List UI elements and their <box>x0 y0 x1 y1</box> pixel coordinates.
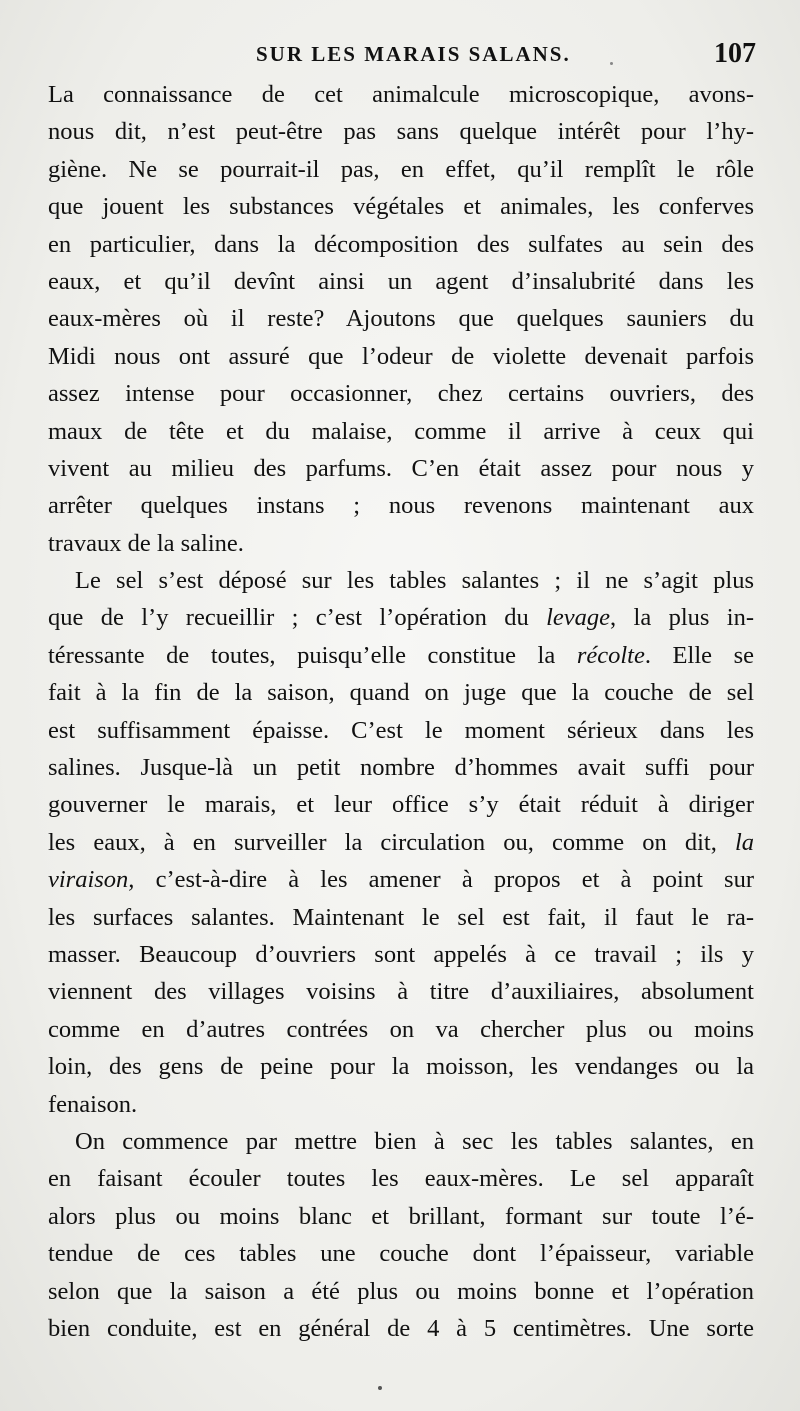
text-line: les surfaces salantes. Maintenant le sel est fait, il faut le ra- <box>48 903 754 931</box>
text-line: Le sel s’est déposé sur les tables salantes ; il ne s’agit plus <box>75 567 754 595</box>
text-line: salines. Jusque-là un petit nombre d’hommes avait suffi pour <box>48 754 754 782</box>
italic-term: récolte <box>576 641 645 669</box>
paper-speck <box>378 1386 382 1390</box>
text-line: assez intense pour occasionner, chez certains ouvriers, des <box>48 380 754 408</box>
italic-term: levage <box>546 604 611 632</box>
text-segment: téressante de toutes, puisqu’elle constitue la <box>48 641 577 669</box>
text-line: loin, des gens de peine pour la moisson, les vendanges ou la <box>48 1053 754 1081</box>
page-header <box>0 38 800 72</box>
page-number: 107 <box>714 38 756 69</box>
text-line: nous dit, n’est peut-être pas sans quelque intérêt pour l’hy- <box>48 118 754 146</box>
text-line: eaux-mères où il reste? Ajoutons que quelques sauniers du <box>48 305 754 333</box>
text-line <box>48 861 754 898</box>
text-line: arrêter quelques instans ; nous revenons maintenant aux <box>48 492 754 520</box>
text-line: La connaissance de cet animalcule microscopique, avons- <box>48 81 754 108</box>
body-text <box>48 76 754 1347</box>
text-line: alors plus ou moins blanc et brillant, formant sur toute l’é- <box>48 1202 754 1230</box>
text-line: en faisant écouler toutes les eaux-mères. Le sel apparaît <box>48 1165 754 1193</box>
text-line: giène. Ne se pourrait-il pas, en effet, qu’il remplît le rôle <box>48 155 754 183</box>
text-line: vivent au milieu des parfums. C’en était assez pour nous y <box>48 454 754 482</box>
text-line: selon que la saison a été plus ou moins bonne et l’opération <box>48 1277 754 1305</box>
text-line: travaux de la saline. <box>48 529 244 557</box>
running-head: SUR LES MARAIS SALANS. <box>256 42 571 66</box>
text-segment: que de l’y recueillir ; c’est l’opération du <box>48 604 547 632</box>
text-line: fenaison. <box>48 1090 138 1118</box>
text-line <box>48 824 754 861</box>
text-segment: c’est-à-dire à les amener à propos et à point sur <box>134 866 754 894</box>
text-line <box>48 599 754 636</box>
text-line: est suffisamment épaisse. C’est le moment sérieux dans les <box>48 716 754 744</box>
text-segment: , la plus in- <box>610 604 754 632</box>
text-line: masser. Beaucoup d’ouvriers sont appelés à ce travail ; ils y <box>48 940 754 968</box>
paper-speck <box>610 62 613 65</box>
text-line: eaux, et qu’il devînt ainsi un agent d’insalubrité dans les <box>48 267 754 295</box>
text-line: Midi nous ont assuré que l’odeur de violette devenait parfois <box>48 342 754 370</box>
text-line: en particulier, dans la décomposition des sulfates au sein des <box>48 230 754 258</box>
text-line: maux de tête et du malaise, comme il arrive à ceux qui <box>48 417 754 445</box>
text-line: bien conduite, est en général de 4 à 5 centimètres. Une sorte <box>48 1314 754 1342</box>
text-line: tendue de ces tables une couche dont l’épaisseur, variable <box>48 1240 754 1268</box>
text-segment: . Elle se <box>644 641 754 669</box>
text-line: gouverner le marais, et leur office s’y était réduit à diriger <box>48 791 754 819</box>
italic-term: la <box>734 828 754 856</box>
text-line: que jouent les substances végétales et animales, les conferves <box>48 193 754 221</box>
text-line: On commence par mettre bien à sec les tables salantes, en <box>75 1127 754 1155</box>
text-line: fait à la fin de la saison, quand on juge que la couche de sel <box>48 679 754 707</box>
text-line: comme en d’autres contrées on va chercher plus ou moins <box>48 1015 754 1043</box>
italic-term: viraison, <box>48 866 135 894</box>
text-segment: les eaux, à en surveiller la circulation ou, comme on dit, <box>48 828 735 856</box>
text-line: viennent des villages voisins à titre d’auxiliaires, absolument <box>48 978 754 1006</box>
text-line <box>48 637 754 674</box>
